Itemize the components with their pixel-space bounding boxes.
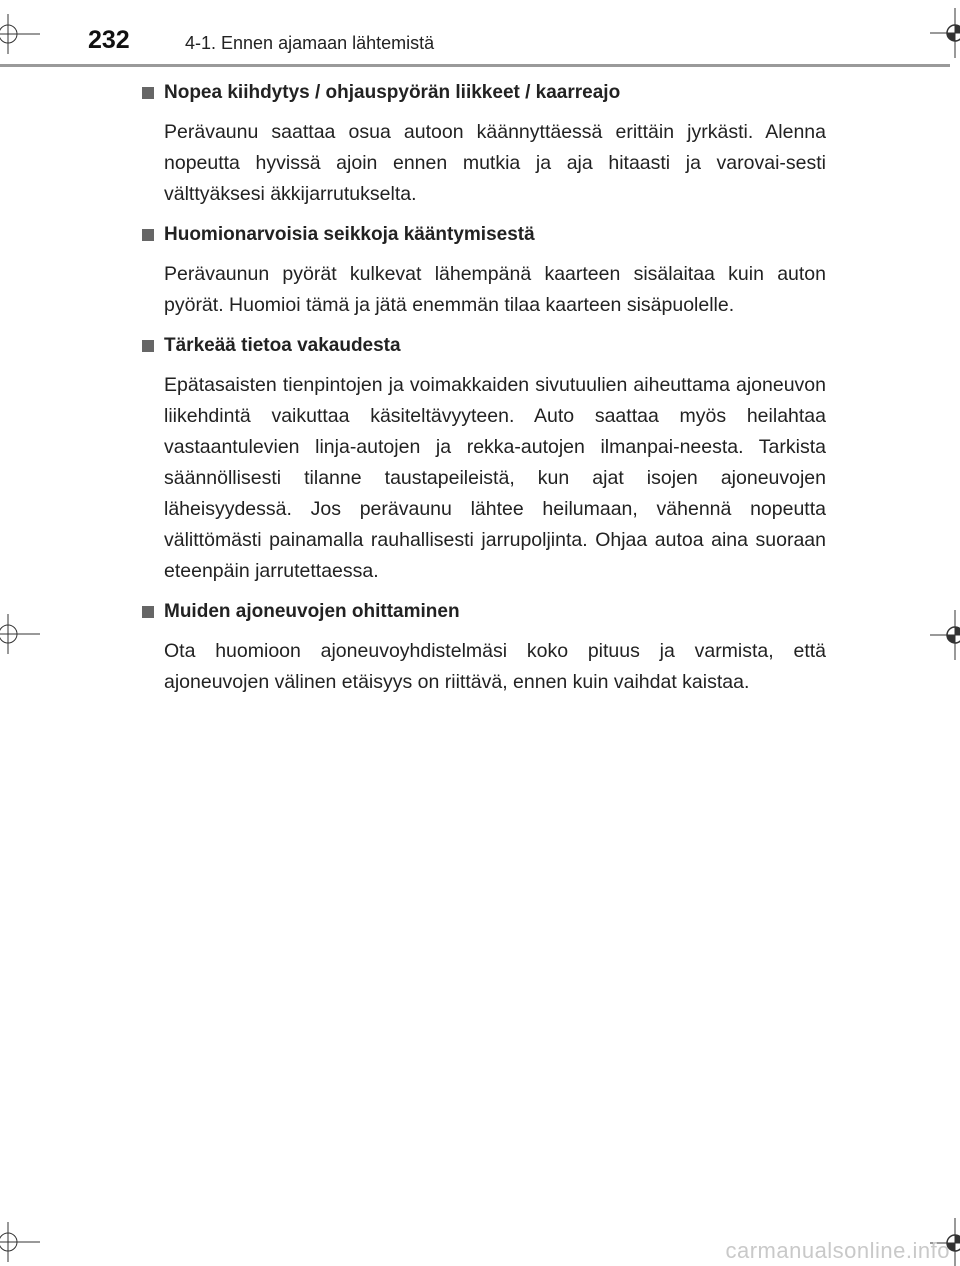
crop-mark-icon: [0, 1222, 40, 1262]
chapter-title: 4-1. Ennen ajamaan lähtemistä: [185, 33, 435, 53]
section-heading: [142, 331, 826, 361]
registration-mark-icon: [930, 610, 960, 660]
section-heading-text: Muiden ajoneuvojen ohittaminen: [164, 601, 460, 622]
section-heading-text: Nopea kiihdytys / ohjauspyörän liikkeet / kaarreajo: [164, 82, 621, 103]
registration-mark-icon: [930, 8, 960, 58]
section-heading: [142, 597, 826, 627]
page-content: [142, 78, 826, 708]
section-body: Ota huomioon ajoneuvoyhdistelmäsi koko pituus ja varmista, että ajoneuvojen välinen etäisyys on riittävä, ennen kuin vaihdat kaistaa.: [164, 640, 826, 693]
section-heading-text: Tärkeää tietoa vakaudesta: [164, 335, 401, 356]
section-stability-info: [142, 331, 826, 587]
section-body: Epätasaisten tienpintojen ja voimakkaiden sivutuulien aiheuttama ajoneuvon liikehdintä vaikuttaa käsiteltävyyteen. Auto saattaa myös heilahtaa vastaantulevien linja-autojen ja rekka-autojen ilmanpai-neesta. Tarkista säännöllisesti tilanne taustapeileistä, kun ajat isojen ajoneuvojen läheisyydessä. Jos perävaunu lähtee heilumaan, vähennä nopeutta välittömästi painamalla rauhallisesti jarrupoljinta. Ohjaa autoa aina suoraan eteenpäin jarrutettaessa.: [164, 374, 826, 582]
page-number: 232: [88, 26, 130, 54]
section-rapid-acceleration: [142, 78, 826, 210]
square-bullet-icon: [142, 229, 154, 241]
watermark: carmanualsonline.info: [725, 1238, 950, 1263]
section-heading: [142, 78, 826, 108]
section-heading-text: Huomionarvoisia seikkoja kääntymisestä: [164, 224, 535, 245]
header-rule: [0, 64, 950, 67]
section-heading: [142, 220, 826, 250]
square-bullet-icon: [142, 606, 154, 618]
section-turning-notes: [142, 220, 826, 321]
crop-mark-icon: [0, 614, 40, 654]
section-overtaking: [142, 597, 826, 698]
crop-mark-icon: [0, 14, 40, 54]
section-body: Perävaunun pyörät kulkevat lähempänä kaarteen sisälaitaa kuin auton pyörät. Huomioi tämä ja jätä enemmän tilaa kaarteen sisäpuolelle.: [164, 263, 826, 316]
square-bullet-icon: [142, 340, 154, 352]
section-body: Perävaunu saattaa osua autoon käännyttäessä erittäin jyrkästi. Alenna nopeutta hyvissä ajoin ennen mutkia ja aja hitaasti ja varovai-sesti välttyäksesi äkkijarrutukselta.: [164, 121, 826, 205]
square-bullet-icon: [142, 87, 154, 99]
